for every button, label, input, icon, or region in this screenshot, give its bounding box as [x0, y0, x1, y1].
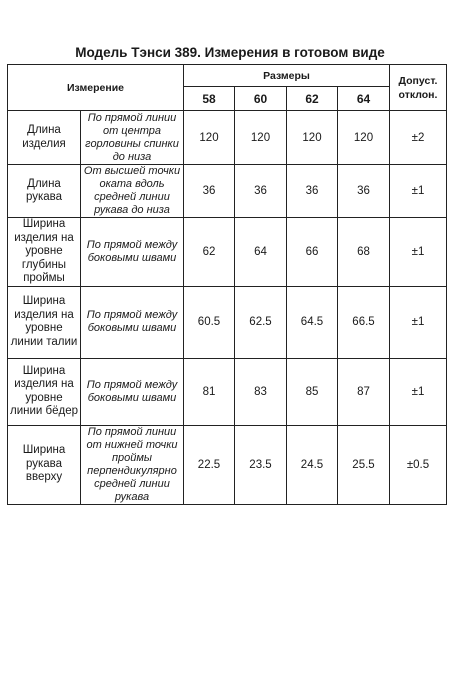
- size-value: 62: [184, 218, 235, 287]
- header-sizes: Размеры: [184, 65, 390, 87]
- size-value: 66: [287, 218, 338, 287]
- header-measurement: Измерение: [8, 65, 184, 111]
- measurement-name: Ширина изделия на уровне линии бёдер: [8, 358, 81, 425]
- measurement-method: По прямой между боковыми швами: [81, 358, 184, 425]
- size-value: 36: [184, 165, 235, 218]
- measurement-name: Ширина изделия на уровне глубины проймы: [8, 218, 81, 287]
- table-row: [8, 111, 447, 165]
- table-row: [8, 358, 447, 425]
- header-row: [8, 65, 447, 87]
- size-header: 64: [338, 87, 390, 111]
- size-value: 36: [235, 165, 287, 218]
- size-value: 60.5: [184, 286, 235, 358]
- size-value: 120: [184, 111, 235, 165]
- tolerance-value: ±1: [390, 358, 447, 425]
- measurement-method: От высшей точки оката вдоль средней линии рукава до низа: [81, 165, 184, 218]
- tolerance-value: ±1: [390, 286, 447, 358]
- table-row: [8, 286, 447, 358]
- measurement-name: Ширина изделия на уровне линии талии: [8, 286, 81, 358]
- size-header: 62: [287, 87, 338, 111]
- measurement-method: По прямой между боковыми швами: [81, 286, 184, 358]
- measurement-method: По прямой линии от нижней точки проймы перпендикулярно средней линии рукава: [81, 425, 184, 504]
- size-value: 64: [235, 218, 287, 287]
- size-value: 22.5: [184, 425, 235, 504]
- measurement-method: По прямой между боковыми швами: [81, 218, 184, 287]
- size-value: 36: [338, 165, 390, 218]
- table-row: [8, 218, 447, 287]
- size-value: 120: [338, 111, 390, 165]
- tolerance-value: ±1: [390, 165, 447, 218]
- size-value: 24.5: [287, 425, 338, 504]
- tolerance-value: ±0.5: [390, 425, 447, 504]
- size-value: 81: [184, 358, 235, 425]
- measurement-name: Длина изделия: [8, 111, 81, 165]
- size-value: 36: [287, 165, 338, 218]
- size-value: 64.5: [287, 286, 338, 358]
- size-value: 68: [338, 218, 390, 287]
- size-value: 25.5: [338, 425, 390, 504]
- table-row: [8, 165, 447, 218]
- tolerance-value: ±1: [390, 218, 447, 287]
- size-value: 83: [235, 358, 287, 425]
- size-value: 87: [338, 358, 390, 425]
- measurements-table: [7, 64, 447, 505]
- table-row: [8, 425, 447, 504]
- size-header: 58: [184, 87, 235, 111]
- size-value: 23.5: [235, 425, 287, 504]
- measurement-method: По прямой линии от центра горловины спинки до низа: [81, 111, 184, 165]
- size-value: 85: [287, 358, 338, 425]
- tolerance-value: ±2: [390, 111, 447, 165]
- size-value: 120: [287, 111, 338, 165]
- measurement-name: Длина рукава: [8, 165, 81, 218]
- size-value: 66.5: [338, 286, 390, 358]
- measurement-name: Ширина рукава вверху: [8, 425, 81, 504]
- size-value: 62.5: [235, 286, 287, 358]
- header-tolerance: Допуст. отклон.: [390, 65, 447, 111]
- size-header: 60: [235, 87, 287, 111]
- document-title: Модель Тэнси 389. Измерения в готовом виде: [75, 45, 385, 60]
- size-value: 120: [235, 111, 287, 165]
